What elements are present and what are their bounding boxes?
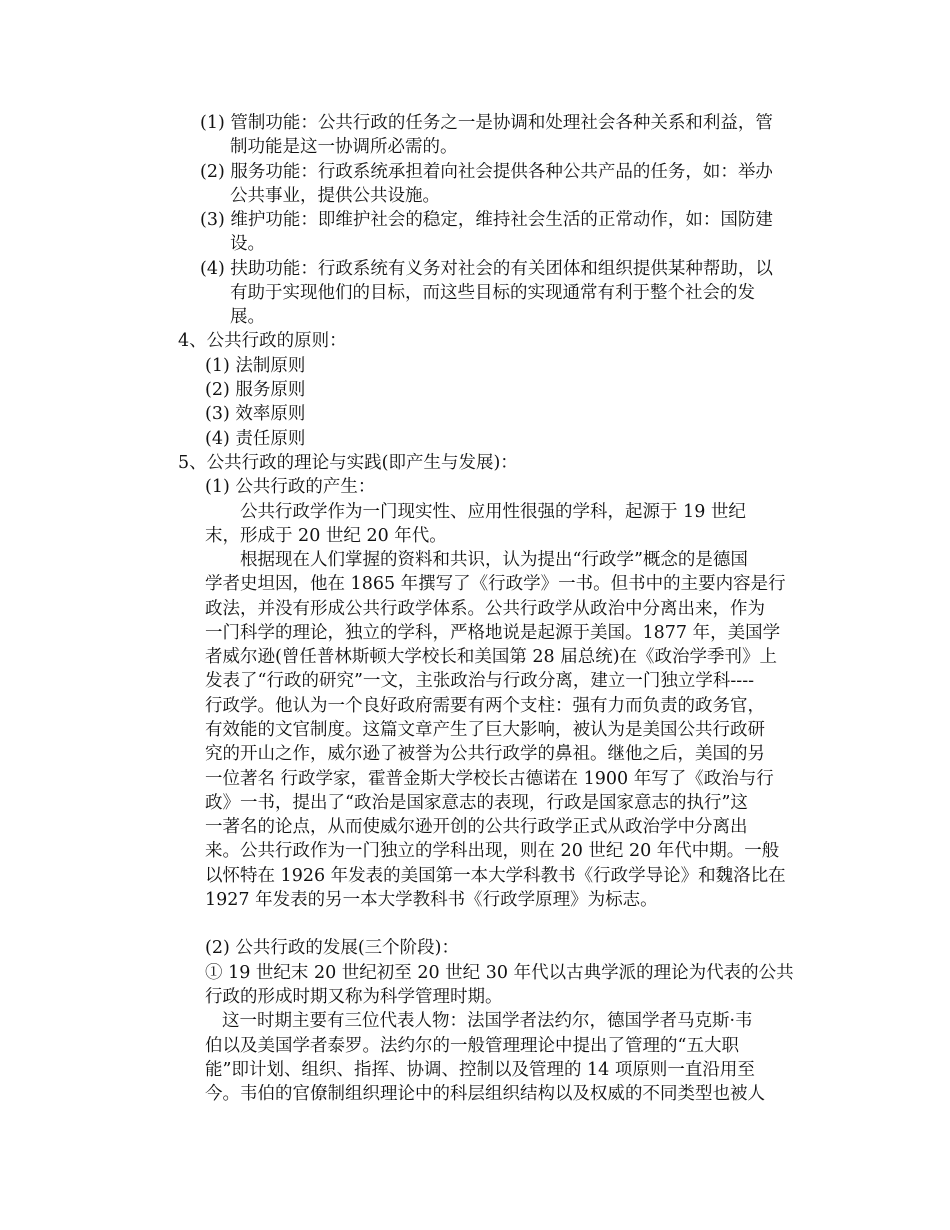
text-line: 行政的形成时期又称为科学管理时期。: [205, 987, 503, 1007]
text-line: 者威尔逊(曾任普林斯顿大学校长和美国第 28 届总统)在《政治学季刊》上: [205, 647, 778, 667]
text-line: 展。: [230, 307, 265, 327]
text-line: 公共事业，提供公共设施。: [230, 186, 440, 206]
text-line: 伯以及美国学者泰罗。法约尔的一般管理理论中提出了管理的“五大职: [205, 1036, 739, 1056]
text-line: (2) 服务功能：行政系统承担着向社会提供各种公共产品的任务，如：举办: [200, 162, 773, 182]
list-item: (3) 效率原则: [205, 404, 306, 424]
text-line: (1) 管制功能：公共行政的任务之一是协调和处理社会各种关系和利益，管: [200, 113, 773, 133]
text-line: 公共行政学作为一门现实性、应用性很强的学科，起源于 19 世纪: [240, 502, 746, 522]
text-line: 有效能的文官制度。这篇文章产生了巨大影响，被认为是美国公共行政研: [205, 720, 765, 740]
text-line: (3) 维护功能：即维护社会的稳定，维持社会生活的正常动作，如：国防建: [200, 210, 773, 230]
text-line: 政》一书，提出了“政治是国家意志的表现，行政是国家意志的执行”这: [205, 793, 748, 813]
section-heading: 4、公共行政的原则：: [178, 331, 347, 351]
text-line: 能”即计划、组织、指挥、协调、控制以及管理的 14 项原则一直沿用至: [205, 1060, 755, 1080]
text-line: 根据现在人们掌握的资料和共识，认为提出“行政学”概念的是德国: [240, 550, 748, 570]
text-line: 一门科学的理论，独立的学科，严格地说是起源于美国。1877 年，美国学: [205, 623, 781, 643]
text-line: 今。韦伯的官僚制组织理论中的科层组织结构以及权威的不同类型也被人: [205, 1084, 765, 1104]
text-line: 一著名的论点，从而使威尔逊开创的公共行政学正式从政治学中分离出: [205, 817, 748, 837]
list-item: (4) 责任原则: [205, 429, 306, 449]
text-line: 这一时期主要有三位代表人物：法国学者法约尔，德国学者马克斯·韦: [222, 1011, 753, 1031]
text-line: 发表了“行政的研究”一文，主张政治与行政分离，建立一门独立学科----: [205, 671, 755, 691]
text-line: 有助于实现他们的目标，而这些目标的实现通常有利于整个社会的发: [230, 283, 755, 303]
section-heading: 5、公共行政的理论与实践(即产生与发展)：: [178, 453, 518, 473]
subsection-heading: (1) 公共行政的产生：: [205, 477, 376, 497]
text-line: 设。: [230, 234, 265, 254]
list-item: (1) 法制原则: [205, 356, 306, 376]
text-line: 一位著名 行政学家，霍普金斯大学校长古德诺在 1900 年写了《政治与行: [205, 769, 774, 789]
text-line: 来。公共行政作为一门独立的学科出现，则在 20 世纪 20 年代中期。一般: [205, 841, 780, 861]
text-line: (4) 扶助功能：行政系统有义务对社会的有关团体和组织提供某种帮助，以: [200, 259, 773, 279]
text-line: 学者史坦因，他在 1865 年撰写了《行政学》一书。但书中的主要内容是行: [205, 574, 786, 594]
text-line: 政法，并没有形成公共行政学体系。公共行政学从政治中分离出来，作为: [205, 599, 765, 619]
list-item: (2) 服务原则: [205, 380, 306, 400]
text-line: ① 19 世纪末 20 世纪初至 20 世纪 30 年代以古典学派的理论为代表的公共: [205, 963, 794, 983]
subsection-heading: (2) 公共行政的发展(三个阶段)：: [205, 938, 460, 958]
text-line: 制功能是这一协调所必需的。: [230, 137, 458, 157]
text-line: 究的开山之作，威尔逊了被誉为公共行政学的鼻祖。继他之后，美国的另: [205, 744, 765, 764]
text-line: 1927 年发表的另一本大学教科书《行政学原理》为标志。: [205, 890, 658, 910]
text-line: 行政学。他认为一个良好政府需要有两个支柱：强有力而负责的政务官，: [205, 696, 765, 716]
text-line: 以怀特在 1926 年发表的美国第一本大学科教书《行政学导论》和魏洛比在: [205, 866, 786, 886]
text-line: 末，形成于 20 世纪 20 年代。: [205, 526, 447, 546]
